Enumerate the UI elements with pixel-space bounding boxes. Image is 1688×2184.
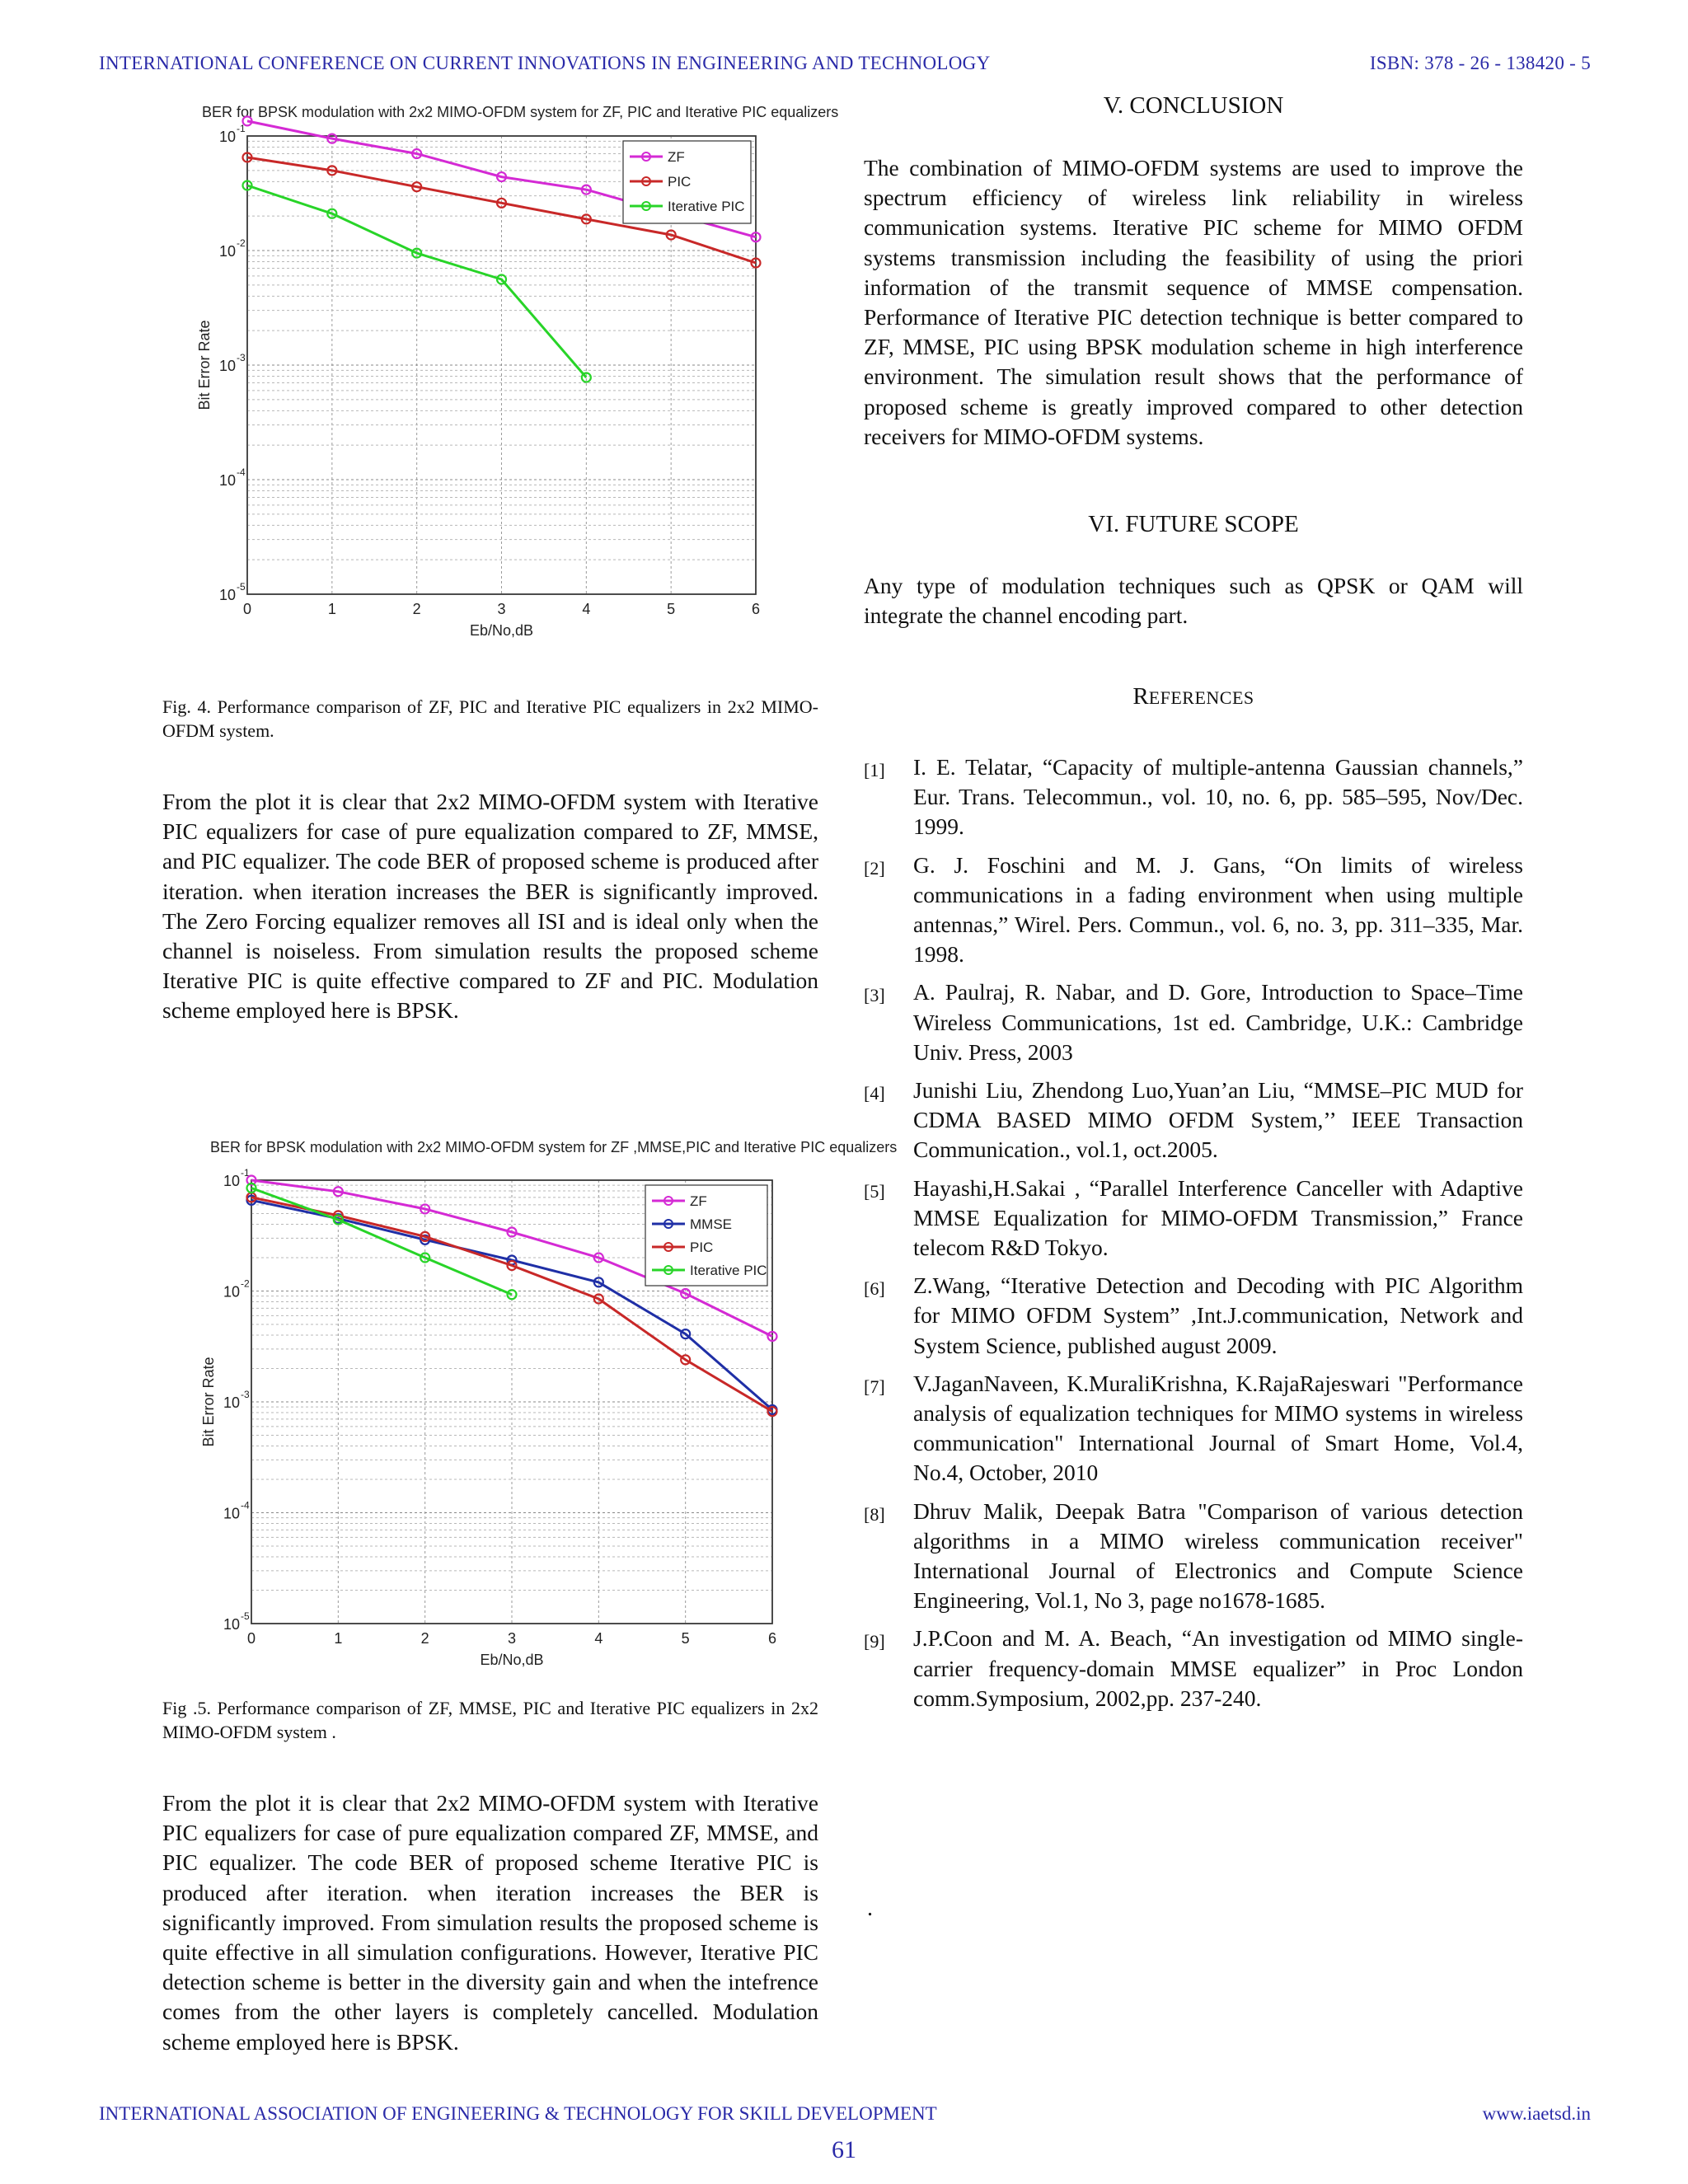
legend-label: Iterative PIC xyxy=(690,1263,767,1278)
fig4-chart xyxy=(185,101,839,644)
page-number: 61 xyxy=(832,2136,856,2163)
x-tick-label: 2 xyxy=(412,601,421,617)
paragraph-fig4-discussion: From the plot it is clear that 2x2 MIMO-OFDM system with Iterative PIC equalizers for case of pure equalization compared to ZF, MMSE, and PIC equalizer. The code BER of proposed scheme is produced after iteration. when iteration increases the BER is significantly improved. The Zero Forcing equalizer removes all ISI and is ideal only when the channel is noiseless. From simulation results the proposed scheme Iterative PIC is quite effective compared to ZF and PIC. Modulation scheme employed here is BPSK. xyxy=(162,789,818,1024)
reference-item xyxy=(864,1369,1523,1488)
reference-number: [5] xyxy=(864,1180,885,1202)
reference-item xyxy=(864,1174,1523,1263)
legend-label: MMSE xyxy=(690,1216,732,1232)
x-tick-label: 2 xyxy=(420,1630,429,1647)
x-tick-label: 4 xyxy=(582,601,591,617)
x-tick-label: 5 xyxy=(681,1630,690,1647)
x-axis-label: Eb/No,dB xyxy=(469,622,534,639)
fig4-svg xyxy=(185,101,839,644)
reference-text: G. J. Foschini and M. J. Gans, “On limits of wireless communications in a fading environment when using multiple antennas,” Wirel. Pers. Commun., vol. 6, no. 3, pp. 311–335, Mar. 1998. xyxy=(913,851,1523,968)
reference-item xyxy=(864,1271,1523,1361)
legend-label: ZF xyxy=(668,149,685,165)
stray-period: . xyxy=(867,1896,873,1921)
references-heading-rest: EFERENCES xyxy=(1148,687,1254,708)
paragraph-fig5-discussion: From the plot it is clear that 2x2 MIMO-OFDM system with Iterative PIC equalizers for case of pure equalization compared ZF, MMSE, and PIC equalizer. The code BER of proposed scheme Iterative PIC is produced after iteration. when iteration increases the BER is significantly improved. From simulation results the proposed scheme is quite effective in all simulation configurations. However, Iterative PIC detection scheme is better in the diversity gain and when the intefrence comes from the other layers is completely cancelled. Modulation scheme employed here is BPSK. xyxy=(162,1790,818,2055)
y-tick-exponent: -4 xyxy=(241,1499,250,1511)
references-heading-initial: R xyxy=(1132,683,1149,710)
y-tick-label: 10 xyxy=(223,1283,240,1301)
future-scope-text: Any type of modulation techniques such as QPSK or QAM will integrate the channel encoding part. xyxy=(864,573,1523,629)
reference-item xyxy=(864,977,1523,1067)
y-tick-label: 10 xyxy=(223,1173,240,1189)
reference-number: [3] xyxy=(864,985,885,1006)
reference-item xyxy=(864,1497,1523,1616)
x-tick-label: 3 xyxy=(497,601,506,617)
chart-title: BER for BPSK modulation with 2x2 MIMO-OFDM system for ZF ,MMSE,PIC and Iterative PIC equalizers xyxy=(210,1139,898,1155)
x-tick-label: 6 xyxy=(751,601,761,617)
y-tick-exponent: -3 xyxy=(237,352,246,363)
x-tick-label: 1 xyxy=(327,601,336,617)
chart-title: BER for BPSK modulation with 2x2 MIMO-OFDM system for ZF, PIC and Iterative PIC equalizers xyxy=(202,104,839,120)
reference-text: Junishi Liu, Zhendong Luo,Yuan’an Liu, “MMSE–PIC MUD for CDMA BASED MIMO OFDM System,’’ IEEE Transaction Communication., vol.1, oct.2005. xyxy=(913,1077,1523,1163)
y-tick-exponent: -4 xyxy=(237,466,246,478)
x-tick-label: 1 xyxy=(334,1630,343,1647)
reference-text: A. Paulraj, R. Nabar, and D. Gore, Introduction to Space–Time Wireless Communications, 1st ed. Cambridge, U.K.: Cambridge Univ. Press, 2003 xyxy=(913,979,1523,1065)
legend-label: ZF xyxy=(690,1193,707,1209)
fig5-chart xyxy=(185,1131,898,1668)
website-link[interactable]: www.iaetsd.in xyxy=(1482,2103,1591,2124)
y-axis-label: Bit Error Rate xyxy=(200,1357,217,1447)
y-tick-exponent: -3 xyxy=(241,1389,250,1400)
y-tick-label: 10 xyxy=(218,358,236,374)
conclusion-heading: V. CONCLUSION xyxy=(1103,92,1284,119)
reference-item xyxy=(864,1624,1523,1713)
reference-item xyxy=(864,752,1523,842)
fig4-caption: Fig. 4. Performance comparison of ZF, PIC and Iterative PIC equalizers in 2x2 MIMO-OFDM system. xyxy=(162,696,818,741)
y-tick-label: 10 xyxy=(223,1394,240,1411)
reference-number: [8] xyxy=(864,1503,885,1525)
x-tick-label: 3 xyxy=(507,1630,517,1647)
y-tick-label: 10 xyxy=(218,129,236,145)
conference-header: INTERNATIONAL CONFERENCE ON CURRENT INNOVATIONS IN ENGINEERING AND TECHNOLOGY xyxy=(99,53,991,73)
y-tick-label: 10 xyxy=(223,1616,240,1633)
y-tick-exponent: -2 xyxy=(237,237,246,249)
reference-number: [6] xyxy=(864,1278,885,1300)
legend-label: PIC xyxy=(668,174,692,190)
conclusion-text: The combination of MIMO-OFDM systems are used to improve the spectrum efficiency of wireless link reliability in wireless communication systems. Iterative PIC scheme for MIMO OFDM systems transmission including the feasibility of using the priori information of the transmit sequence of MMSE compensation. Performance of Iterative PIC detection technique is better compared to ZF, MMSE, PIC using BPSK modulation scheme in high interference environment. The simulation result shows that the performance of proposed scheme is greatly improved compared to other detection receivers for MIMO-OFDM systems. xyxy=(864,155,1523,449)
reference-text: I. E. Telatar, “Capacity of multiple-antenna Gaussian channels,” Eur. Trans. Telecommun., vol. 10, no. 6, pp. 585–595, Nov/Dec. 1999. xyxy=(913,754,1523,840)
x-tick-label: 6 xyxy=(767,1630,777,1647)
y-tick-exponent: -1 xyxy=(237,123,246,134)
reference-number: [4] xyxy=(864,1083,885,1104)
isbn-header: ISBN: 378 - 26 - 138420 - 5 xyxy=(1369,53,1591,73)
reference-number: [1] xyxy=(864,760,885,780)
reference-item xyxy=(864,1076,1523,1165)
x-tick-label: 0 xyxy=(246,1630,256,1647)
reference-text: Z.Wang, “Iterative Detection and Decoding with PIC Algorithm for MIMO OFDM System” ,Int.J.communication, Network and System Science, published august 2009. xyxy=(913,1272,1523,1358)
y-tick-label: 10 xyxy=(218,587,236,603)
reference-number: [9] xyxy=(864,1631,885,1652)
y-tick-exponent: -2 xyxy=(241,1277,250,1290)
fig5-caption: Fig .5. Performance comparison of ZF, MMSE, PIC and Iterative PIC equalizers in 2x2 MIMO-OFDM system . xyxy=(162,1698,818,1742)
legend-label: PIC xyxy=(690,1240,714,1255)
reference-number: [2] xyxy=(864,857,885,879)
y-tick-exponent: -1 xyxy=(241,1167,250,1179)
fig5-svg xyxy=(185,1131,898,1668)
y-tick-exponent: -5 xyxy=(241,1610,250,1622)
y-tick-label: 10 xyxy=(218,472,236,489)
y-tick-label: 10 xyxy=(223,1505,240,1522)
x-tick-label: 5 xyxy=(667,601,676,617)
x-tick-label: 4 xyxy=(594,1630,603,1647)
reference-text: Hayashi,H.Sakai , “Parallel Interference Canceller with Adaptive MMSE Equalization for MIMO-OFDM Transmission,” France telecom R&D Tokyo. xyxy=(913,1174,1523,1261)
reference-list xyxy=(864,752,1523,1722)
reference-text: J.P.Coon and M. A. Beach, “An investigation od MIMO single-carrier frequency-domain MMSE equalizer” in Proc London comm.Symposium, 2002,pp. 237-240. xyxy=(913,1625,1523,1711)
reference-number: [7] xyxy=(864,1376,885,1397)
y-tick-exponent: -5 xyxy=(237,581,246,593)
legend-label: Iterative PIC xyxy=(668,199,745,214)
reference-item xyxy=(864,851,1523,970)
y-tick-label: 10 xyxy=(218,243,236,260)
y-axis-label: Bit Error Rate xyxy=(196,320,213,410)
x-axis-label: Eb/No,dB xyxy=(480,1652,544,1668)
reference-text: V.JaganNaveen, K.MuraliKrishna, K.RajaRajeswari "Performance analysis of equalization techniques for MIMO systems in wireless communication" International Journal of Smart Home, Vol.4, No.4, October, 2010 xyxy=(913,1370,1523,1486)
x-tick-label: 0 xyxy=(242,601,252,617)
future-scope-heading: VI. FUTURE SCOPE xyxy=(1088,511,1299,537)
association-footer: INTERNATIONAL ASSOCIATION OF ENGINEERING & TECHNOLOGY FOR SKILL DEVELOPMENT xyxy=(99,2103,937,2124)
references-heading xyxy=(864,683,1523,710)
reference-text: Dhruv Malik, Deepak Batra "Comparison of various detection algorithms in a MIMO wireless communication receiver" International Journal of Electronics and Compute Science Engineering, Vol.1, No 3, page no1678-1685. xyxy=(913,1497,1523,1614)
